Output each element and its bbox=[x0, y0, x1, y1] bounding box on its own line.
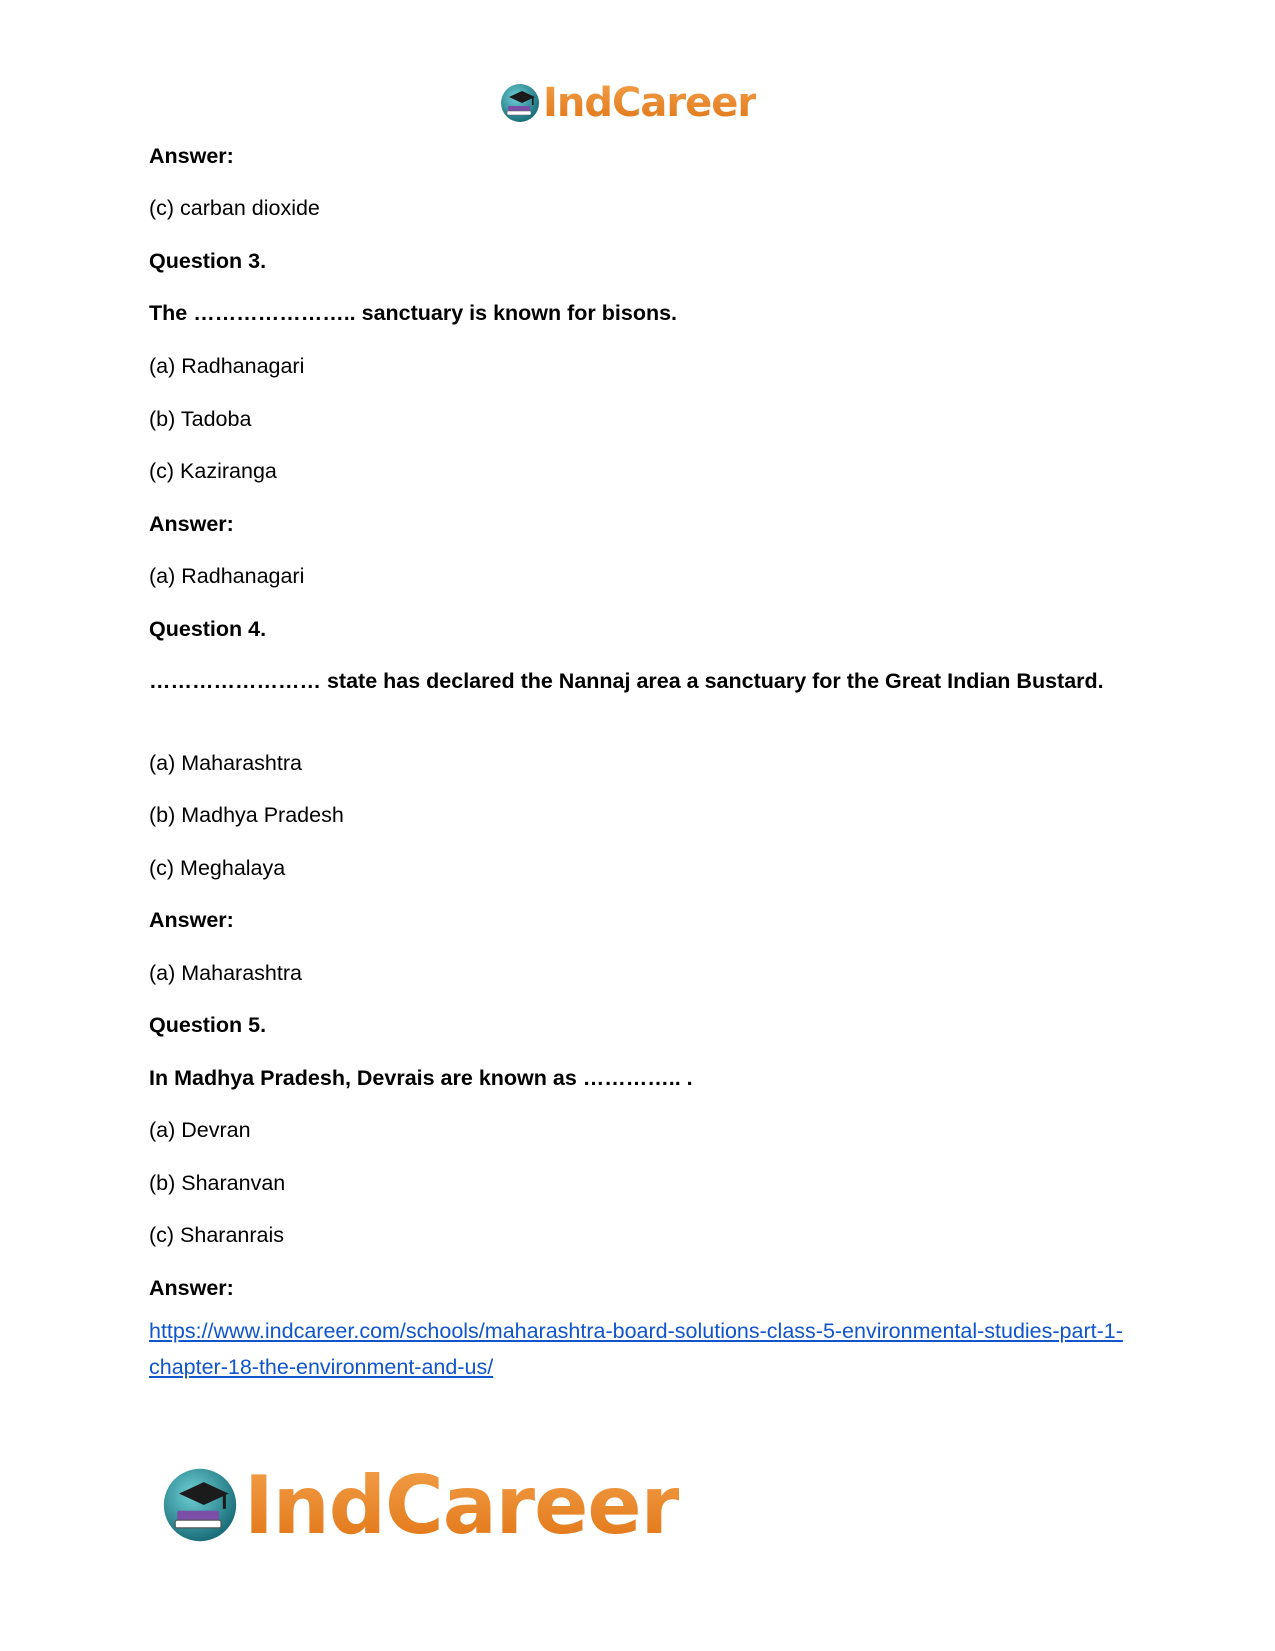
option-c: (c) Kaziranga bbox=[149, 459, 277, 483]
answer-label: Answer: bbox=[149, 1276, 234, 1300]
option-b: (b) Sharanvan bbox=[149, 1171, 286, 1195]
footer-logo bbox=[160, 1460, 679, 1550]
header-logo bbox=[499, 80, 756, 126]
option-a: (a) Devran bbox=[149, 1118, 251, 1142]
graduation-book-icon bbox=[160, 1465, 240, 1545]
answer-label: Answer: bbox=[149, 908, 234, 932]
question-number: Question 3. bbox=[149, 249, 267, 273]
option-c: (c) Meghalaya bbox=[149, 856, 286, 880]
question-text: In Madhya Pradesh, Devrais are known as ………….. . bbox=[149, 1066, 693, 1090]
answer-text: (a) Maharashtra bbox=[149, 961, 302, 985]
answer-label: Answer: bbox=[149, 144, 234, 168]
question-number: Question 4. bbox=[149, 617, 267, 641]
question-number: Question 5. bbox=[149, 1013, 267, 1037]
option-a: (a) Radhanagari bbox=[149, 354, 305, 378]
graduation-book-icon bbox=[499, 82, 541, 124]
answer-text: (c) carban dioxide bbox=[149, 196, 320, 220]
option-c: (c) Sharanrais bbox=[149, 1223, 285, 1247]
answer-text: (a) Radhanagari bbox=[149, 564, 305, 588]
question-text: The ………………….. sanctuary is known for bisons. bbox=[149, 301, 678, 325]
option-b: (b) Tadoba bbox=[149, 407, 252, 431]
answer-label: Answer: bbox=[149, 512, 234, 536]
footer-logo-text: IndCareer bbox=[244, 1458, 680, 1552]
header-logo-text: IndCareer bbox=[543, 80, 757, 126]
question-text: …………………… state has declared the Nannaj area a sanctuary for the Great Indian Bustard. bbox=[149, 669, 1104, 693]
option-a: (a) Maharashtra bbox=[149, 751, 302, 775]
option-b: (b) Madhya Pradesh bbox=[149, 803, 344, 827]
source-link[interactable]: https://www.indcareer.com/schools/maharashtra-board-solutions-class-5-environmental-studies-part-1-chapter-18-the-environment-and-us/ bbox=[149, 1319, 1123, 1379]
